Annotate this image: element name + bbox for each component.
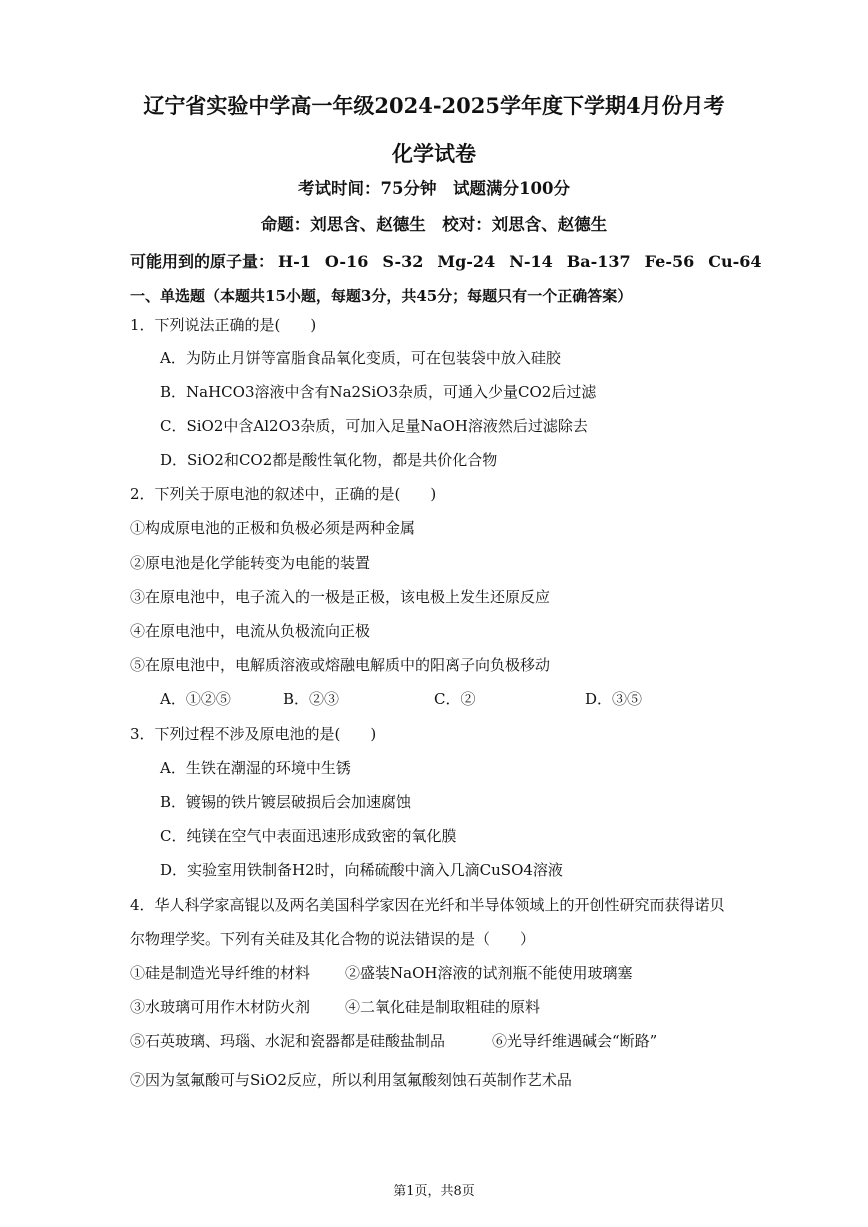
q4-statement-4: ④二氧化硅是制取粗硅的原料	[345, 998, 541, 1016]
atomic-mass-item: O-16	[324, 252, 369, 271]
q4-statement-3: ③水玻璃可用作木材防火剂	[130, 998, 311, 1016]
exam-subtitle: 化学试卷	[392, 141, 476, 166]
atomic-masses	[130, 249, 776, 272]
atomic-mass-item: H-1	[278, 252, 311, 271]
exam-authors: 命题：刘思含、赵德生 校对：刘思含、赵德生	[260, 215, 608, 234]
q4-stem-line-2: 尔物理学奖。下列有关硅及其化合物的说法错误的是（ ）	[130, 930, 536, 948]
q3-option-b: B．镀锡的铁片镀层破损后会加速腐蚀	[160, 793, 412, 811]
q1-option-d: D．SiO2和CO2都是酸性氧化物，都是共价化合物	[160, 451, 498, 469]
q4-statement-6: ⑥光导纤维遇碱会“断路”	[492, 1032, 658, 1050]
q4-statement-2: ②盛装NaOH溶液的试剂瓶不能使用玻璃塞	[345, 964, 633, 982]
section-heading: 一、单选题（本题共15小题，每题3分，共45分；每题只有一个正确答案）	[130, 287, 633, 305]
exam-time-info: 考试时间：75分钟 试题满分100分	[298, 179, 570, 198]
q3-option-c: C．纯镁在空气中表面迅速形成致密的氧化膜	[160, 827, 457, 845]
q2-statement-4: ④在原电池中，电流从负极流向正极	[130, 622, 371, 640]
q2-option-c: C．②	[434, 690, 476, 708]
q2-stem: 2．下列关于原电池的叙述中，正确的是( )	[130, 485, 437, 503]
q2-option-d: D．③⑤	[585, 690, 643, 708]
q2-statement-3: ③在原电池中，电子流入的一极是正极，该电极上发生还原反应	[130, 588, 551, 606]
atomic-mass-item: Mg-24	[437, 252, 496, 271]
q4-statement-1: ①硅是制造光导纤维的材料	[130, 964, 311, 982]
page-number: 第1页，共8页	[393, 1184, 475, 1199]
atomic-mass-item: Fe-56	[644, 252, 695, 271]
q2-statement-2: ②原电池是化学能转变为电能的装置	[130, 554, 371, 572]
atomic-mass-item: S-32	[382, 252, 424, 271]
q2-option-a: A．①②⑤	[160, 690, 231, 708]
atomic-masses-label: 可能用到的原子量：	[130, 252, 275, 271]
q1-stem: 1．下列说法正确的是( )	[130, 316, 317, 334]
q1-option-c: C．SiO2中含Al2O3杂质，可加入足量NaOH溶液然后过滤除去	[160, 417, 588, 435]
q4-statement-5: ⑤石英玻璃、玛瑙、水泥和瓷器都是硅酸盐制品	[130, 1032, 446, 1050]
q1-option-a: A．为防止月饼等富脂食品氧化变质，可在包装袋中放入硅胶	[160, 349, 561, 367]
q2-statement-5: ⑤在原电池中，电解质溶液或熔融电解质中的阳离子向负极移动	[130, 656, 551, 674]
atomic-mass-item: Cu-64	[708, 252, 762, 271]
exam-title: 辽宁省实验中学高一年级2024-2025学年度下学期4月份月考	[143, 93, 725, 118]
q3-option-d: D．实验室用铁制备H2时，向稀硫酸中滴入几滴CuSO4溶液	[160, 861, 563, 879]
q3-option-a: A．生铁在潮湿的环境中生锈	[160, 759, 351, 777]
atomic-mass-item: N-14	[509, 252, 553, 271]
q2-statement-1: ①构成原电池的正极和负极必须是两种金属	[130, 519, 416, 537]
q2-option-b: B．②③	[283, 690, 340, 708]
atomic-mass-item: Ba-137	[566, 252, 631, 271]
q1-option-b: B．NaHCO3溶液中含有Na2SiO3杂质，可通入少量CO2后过滤	[160, 383, 597, 401]
q3-stem: 3．下列过程不涉及原电池的是( )	[130, 725, 377, 743]
q4-stem-line-1: 4．华人科学家高锟以及两名美国科学家因在光纤和半导体领域上的开创性研究而获得诺贝	[130, 896, 725, 914]
q4-statement-7: ⑦因为氢氟酸可与SiO2反应，所以利用氢氟酸刻蚀石英制作艺术品	[130, 1071, 572, 1089]
